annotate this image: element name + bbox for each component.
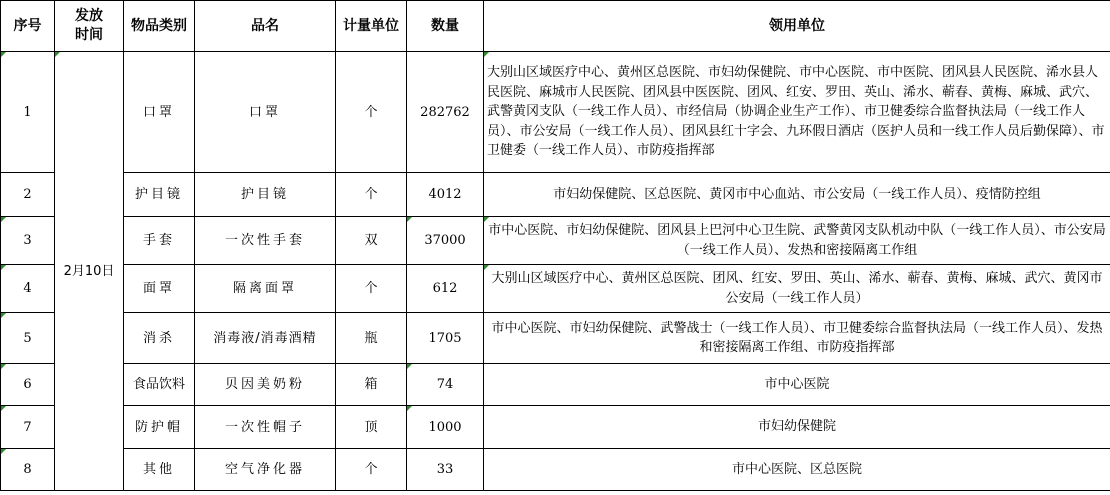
header-unit: 计量单位 xyxy=(336,1,407,52)
row-unit: 个 xyxy=(336,449,407,491)
row-recipients: 大别山区域医疗中心、黄州区总医院、市妇幼保健院、市中心医院、市中医院、团风县人民医院、浠水县人民医院、麻城市人民医院、团风县中医医院、团风、红安、罗田、英山、浠水、蕲春、黄梅、麻城、武穴、武警黄冈支队（一线工作人员）、市经信局（协调企业生产工作）、市卫健委综合监督执法局（一线工作人员）、市公安局（一线工作人员）、团风县红十字会、九环假日酒店（医护人员和一线工作人员后勤保障）、市卫健委（一线工作人员）、市防疫指挥部 xyxy=(484,52,1110,173)
header-qty: 数量 xyxy=(407,1,484,52)
table-row xyxy=(1,265,1110,313)
row-recipients: 市中心医院、市妇幼保健院、团风县上巴河中心卫生院、武警黄冈支队机动中队（一线工作人员）、市公安局（一线工作人员）、发热和密接隔离工作组 xyxy=(484,217,1110,265)
header-index: 序号 xyxy=(1,1,55,52)
row-qty: 282762 xyxy=(407,52,484,173)
table-row xyxy=(1,313,1110,364)
table-row xyxy=(1,217,1110,265)
row-category: 护目镜 xyxy=(124,173,195,217)
row-qty: 74 xyxy=(407,364,484,406)
row-category: 其他 xyxy=(124,449,195,491)
row-unit: 双 xyxy=(336,217,407,265)
header-date xyxy=(55,1,124,52)
row-unit: 个 xyxy=(336,173,407,217)
row-item-name: 消毒液/消毒酒精 xyxy=(195,313,336,364)
table-row xyxy=(1,406,1110,449)
row-qty: 1000 xyxy=(407,406,484,449)
table-row xyxy=(1,173,1110,217)
row-recipients: 大别山区域医疗中心、黄州区总医院、团风、红安、罗田、英山、浠水、蕲春、黄梅、麻城、武穴、黄冈市公安局（一线工作人员） xyxy=(484,265,1110,313)
row-index: 3 xyxy=(1,217,55,265)
row-category: 手套 xyxy=(124,217,195,265)
row-qty: 612 xyxy=(407,265,484,313)
row-recipients: 市妇幼保健院 xyxy=(484,406,1110,449)
row-category: 防护帽 xyxy=(124,406,195,449)
row-item-name: 护目镜 xyxy=(195,173,336,217)
row-category: 消杀 xyxy=(124,313,195,364)
row-index: 8 xyxy=(1,449,55,491)
row-qty: 4012 xyxy=(407,173,484,217)
row-item-name: 隔离面罩 xyxy=(195,265,336,313)
row-unit: 个 xyxy=(336,52,407,173)
row-category: 食品饮料 xyxy=(124,364,195,406)
row-recipients: 市妇幼保健院、区总医院、黄冈市中心血站、市公安局（一线工作人员）、疫情防控组 xyxy=(484,173,1110,217)
row-qty: 33 xyxy=(407,449,484,491)
row-recipients: 市中心医院、区总医院 xyxy=(484,449,1110,491)
row-item-name: 口罩 xyxy=(195,52,336,173)
row-index: 4 xyxy=(1,265,55,313)
row-index: 1 xyxy=(1,52,55,173)
row-item-name: 一次性帽子 xyxy=(195,406,336,449)
header-category: 物品类别 xyxy=(124,1,195,52)
row-item-name: 贝因美奶粉 xyxy=(195,364,336,406)
header-recipients: 领用单位 xyxy=(484,1,1110,52)
table-row xyxy=(1,364,1110,406)
header-name: 品名 xyxy=(195,1,336,52)
header-row xyxy=(1,1,1110,52)
row-index: 6 xyxy=(1,364,55,406)
row-qty: 37000 xyxy=(407,217,484,265)
header-date-label: 发放时间 xyxy=(75,8,103,43)
row-unit: 瓶 xyxy=(336,313,407,364)
issue-date-cell: 2月10日 xyxy=(55,52,124,491)
row-index: 7 xyxy=(1,406,55,449)
row-category: 面罩 xyxy=(124,265,195,313)
table-row xyxy=(1,52,1110,173)
table-row xyxy=(1,449,1110,491)
row-unit: 顶 xyxy=(336,406,407,449)
row-qty: 1705 xyxy=(407,313,484,364)
row-item-name: 一次性手套 xyxy=(195,217,336,265)
row-unit: 箱 xyxy=(336,364,407,406)
row-index: 2 xyxy=(1,173,55,217)
row-category: 口罩 xyxy=(124,52,195,173)
row-recipients: 市中心医院 xyxy=(484,364,1110,406)
row-item-name: 空气净化器 xyxy=(195,449,336,491)
row-unit: 个 xyxy=(336,265,407,313)
row-index: 5 xyxy=(1,313,55,364)
row-recipients: 市中心医院、市妇幼保健院、武警战士（一线工作人员）、市卫健委综合监督执法局（一线工作人员）、发热和密接隔离工作组、市防疫指挥部 xyxy=(484,313,1110,364)
